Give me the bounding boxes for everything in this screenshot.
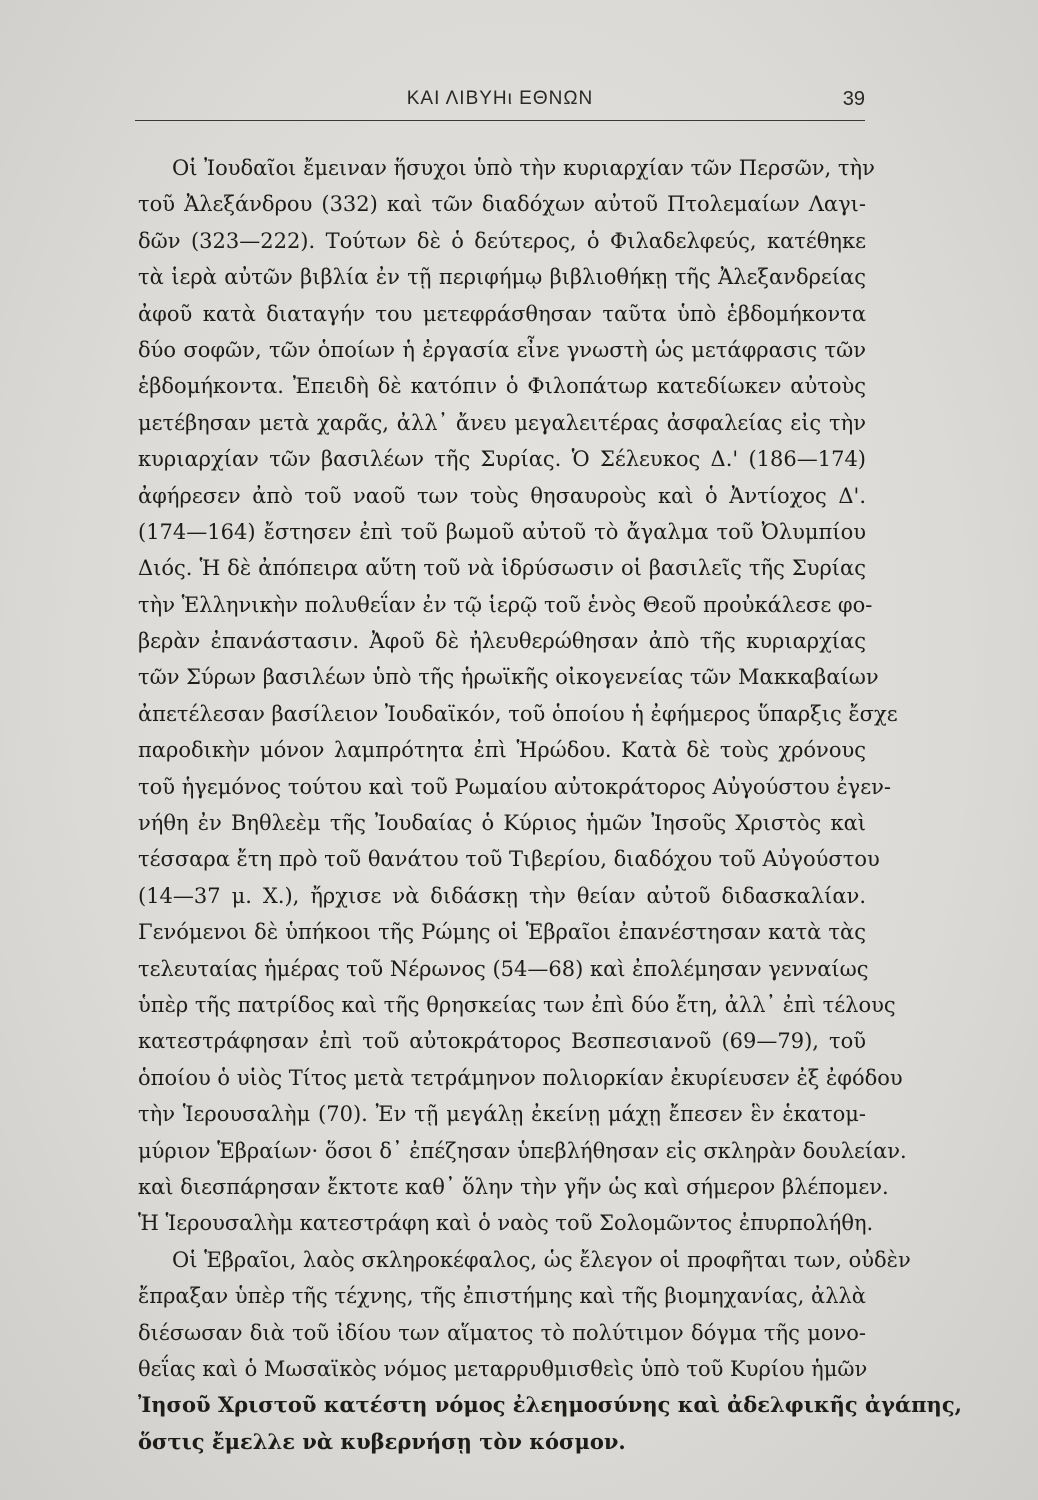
- text-line: μύριον Ἑβραίων· ὅσοι δ᾽ ἐπέζησαν ὑπεβλήθησαν εἰς σκληρὰν δουλείαν.: [138, 1138, 907, 1163]
- text-line: νήθη ἐν Βηθλεὲμ τῆς Ἰουδαίας ὁ Κύριος ἡμῶν Ἰησοῦς Χριστὸς καὶ: [138, 811, 866, 836]
- page-header: [135, 88, 865, 128]
- text-line: ὁποίου ὁ υἱὸς Τίτος μετὰ τετράμηνον πολιορκίαν ἐκυρίευσεν ἐξ ἐφόδου: [138, 1065, 903, 1090]
- text-line: Γενόμενοι δὲ ὑπήκοοι τῆς Ρώμης οἱ Ἑβραῖοι ἐπανέστησαν κατὰ τὰς: [138, 920, 866, 945]
- text-line: καὶ διεσπάρησαν ἔκτοτε καθ᾽ ὅλην τὴν γῆν ὡς καὶ σήμερον βλέπομεν.: [138, 1174, 889, 1199]
- text-line: διέσωσαν διὰ τοῦ ἰδίου των αἵματος τὸ πολύτιμον δόγμα τῆς μονο-: [138, 1320, 866, 1345]
- text-line: κυριαρχίαν τῶν βασιλέων τῆς Συρίας. Ὁ Σέλευκος Δ.' (186—174): [138, 447, 866, 472]
- text-line: κατεστράφησαν ἐπὶ τοῦ αὐτοκράτορος Βεσπεσιανοῦ (69—79), τοῦ: [138, 1029, 866, 1054]
- text-line: Ἰησοῦ Χριστοῦ κατέστη νόμος ἐλεημοσύνης καὶ ἀδελφικῆς ἀγάπης,: [138, 1392, 962, 1418]
- page-number: 39: [842, 88, 865, 110]
- text-line: δύο σοφῶν, τῶν ὁποίων ἡ ἐργασία εἶνε γνωστὴ ὡς μετάφρασις τῶν: [138, 337, 866, 362]
- text-line: τὴν Ἱερουσαλὴμ (70). Ἐν τῇ μεγάλῃ ἐκείνῃ μάχῃ ἔπεσεν ἓν ἑκατομ-: [138, 1102, 866, 1127]
- text-line: Διός. Ἡ δὲ ἀπόπειρα αὕτη τοῦ νὰ ἱδρύσωσιν οἱ βασιλεῖς τῆς Συρίας: [138, 556, 866, 581]
- text-line: βερὰν ἐπανάστασιν. Ἀφοῦ δὲ ἠλευθερώθησαν ἀπὸ τῆς κυριαρχίας: [138, 629, 866, 654]
- text-line: τὴν Ἑλληνικὴν πολυθεΐαν ἐν τῷ ἱερῷ τοῦ ἑνὸς Θεοῦ προὐκάλεσε φο-: [138, 592, 873, 617]
- text-line: Οἱ Ἰουδαῖοι ἔμειναν ἥσυχοι ὑπὸ τὴν κυριαρχίαν τῶν Περσῶν, τὴν: [172, 156, 875, 180]
- text-line: Ἡ Ἱερουσαλὴμ κατεστράφη καὶ ὁ ναὸς τοῦ Σολομῶντος ἐπυρπολήθη.: [138, 1211, 874, 1236]
- text-line: ἀπετέλεσαν βασίλειον Ἰουδαϊκόν, τοῦ ὁποίου ἡ ἐφήμερος ὕπαρξις ἔσχε: [138, 701, 898, 726]
- text-line: μετέβησαν μετὰ χαρᾶς, ἀλλ᾽ ἄνευ μεγαλειτέρας ἀσφαλείας εἰς τὴν: [138, 410, 866, 435]
- text-line: ἀφήρεσεν ἀπὸ τοῦ ναοῦ των τοὺς θησαυροὺς καὶ ὁ Ἀντίοχος Δ'.: [138, 483, 866, 508]
- header-rule: [135, 120, 865, 121]
- body-text: [138, 150, 962, 1460]
- text-line: ἀφοῦ κατὰ διαταγήν του μετεφράσθησαν ταῦτα ὑπὸ ἑβδομήκοντα: [138, 301, 866, 326]
- text-line: (14—37 μ. Χ.), ἤρχισε νὰ διδάσκῃ τὴν θείαν αὐτοῦ διδασκαλίαν.: [138, 883, 866, 908]
- text-line: ὅστις ἔμελλε νὰ κυβερνήσῃ τὸν κόσμον.: [138, 1428, 626, 1454]
- text-line: (174—164) ἔστησεν ἐπὶ τοῦ βωμοῦ αὐτοῦ τὸ ἄγαλμα τοῦ Ὀλυμπίου: [138, 519, 866, 544]
- text-line: ἔπραξαν ὑπὲρ τῆς τέχνης, τῆς ἐπιστήμης καὶ τῆς βιομηχανίας, ἀλλὰ: [138, 1284, 866, 1309]
- text-line: δῶν (323—222). Τούτων δὲ ὁ δεύτερος, ὁ Φιλαδελφεύς, κατέθηκε: [138, 228, 866, 253]
- text-line: ἑβδομήκοντα. Ἐπειδὴ δὲ κατόπιν ὁ Φιλοπάτωρ κατεδίωκεν αὐτοὺς: [138, 374, 866, 399]
- text-line: θεΐας καὶ ὁ Μωσαϊκὸς νόμος μεταρρυθμισθεὶς ὑπὸ τοῦ Κυρίου ἡμῶν: [138, 1356, 868, 1381]
- text-line: τὰ ἱερὰ αὐτῶν βιβλία ἐν τῇ περιφήμῳ βιβλιοθήκῃ τῆς Ἀλεξανδρείας: [138, 265, 866, 290]
- text-line: τῶν Σύρων βασιλέων ὑπὸ τῆς ἡρωϊκῆς οἰκογενείας τῶν Μακκαβαίων: [138, 665, 879, 690]
- text-line: Οἱ Ἑβραῖοι, λαὸς σκληροκέφαλος, ὡς ἔλεγον οἱ προφῆται των, οὐδὲν: [172, 1247, 911, 1272]
- text-line: παροδικὴν μόνον λαμπρότητα ἐπὶ Ἡρώδου. Κατὰ δὲ τοὺς χρόνους: [138, 738, 866, 763]
- text-line: ὑπὲρ τῆς πατρίδος καὶ τῆς θρησκείας των ἐπὶ δύο ἔτη, ἀλλ᾽ ἐπὶ τέλους: [138, 992, 896, 1017]
- text-line: τοῦ Ἀλεξάνδρου (332) καὶ τῶν διαδόχων αὐτοῦ Πτολεμαίων Λαγι-: [138, 192, 866, 217]
- text-line: τοῦ ἡγεμόνος τούτου καὶ τοῦ Ρωμαίου αὐτοκράτορος Αὐγούστου ἐγεν-: [138, 774, 891, 799]
- text-line: τελευταίας ἡμέρας τοῦ Νέρωνος (54—68) καὶ ἐπολέμησαν γενναίως: [138, 956, 869, 981]
- text-line: τέσσαρα ἔτη πρὸ τοῦ θανάτου τοῦ Τιβερίου, διαδόχου τοῦ Αὐγούστου: [138, 847, 880, 872]
- running-title: ΚΑΙ ΛΙΒΥΗι ΕΘΝΩΝ: [406, 88, 594, 109]
